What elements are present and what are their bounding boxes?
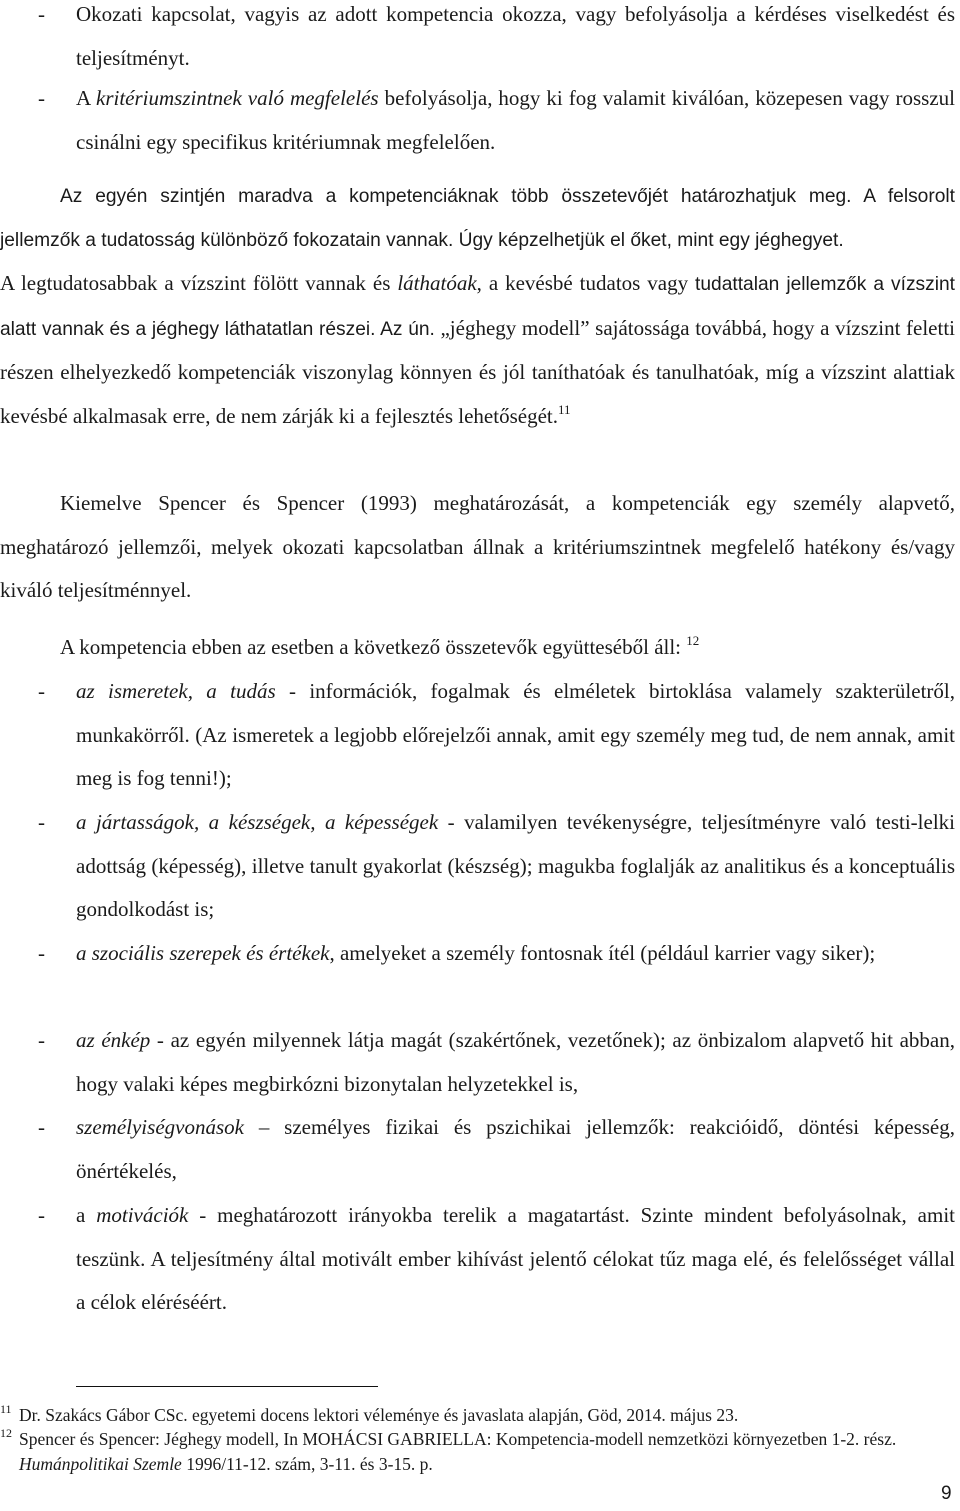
footnote-text: Dr. Szakács Gábor CSc. egyetemi docens lektori véleménye és javaslata alapján, Göd, 2014. május 23. [19, 1405, 739, 1425]
paragraph-components-intro [0, 626, 955, 670]
list-item-skills [0, 801, 955, 932]
list-item-self-image [0, 1019, 955, 1106]
list-dash: - [38, 941, 45, 965]
list-item-social-roles [0, 932, 955, 976]
list-dash: - [38, 679, 45, 703]
list-item-knowledge [0, 670, 955, 801]
footnote-12 [0, 1427, 955, 1476]
list-item [0, 0, 955, 80]
footnote-number: 11 [0, 1402, 12, 1416]
list-dash: - [38, 86, 45, 110]
list-dash: - [38, 1028, 45, 1052]
paragraph-iceberg-text: A legtudatosabbak a vízszint fölött vannak és láthatóak, a kevésbé tudatos vagy tudattalan jellemzők a vízszint alatt vannak és a jéghegy láthatatlan részei. Az ún. „jéghegy modell” sajátossága továbbá, hogy a vízszint feletti részen elhelyezkedő kompetenciák viszonylag könnyen és jól taníthatóak és tanulhatóak, míg a vízszint alattiak kevésbé alkalmasak erre, de nem zárják ki a fejlesztés lehetőségét. [0, 271, 955, 429]
footnote-ref-12: 12 [686, 633, 700, 648]
list-item-text: a jártasságok, a készségek, a képességek - valamilyen tevékenységre, teljesítményre való testi-lelki adottság (képesség), illetve tanult gyakorlat (készség); magukba foglalják az analitikus és a konceptuális gondolkodást is; [76, 810, 955, 922]
footnote-11 [0, 1403, 955, 1428]
list-item-text: a motivációk - meghatározott irányokba terelik a magatartást. Szinte mindent befolyásolnak, amit teszünk. A teljesítmény által motivált ember kihívást jelentő célokat tűz maga elé, és felelősséget vállal a célok eléréséért. [76, 1203, 955, 1315]
list-item [0, 77, 955, 164]
list-dash: - [38, 2, 45, 26]
page-number: 9 [941, 1483, 952, 1504]
footnote-number: 12 [0, 1426, 12, 1440]
components-intro-text: A kompetencia ebben az esetben a következő összetevők együtteséből áll: [60, 635, 682, 659]
paragraph-spencer-definition: Kiemelve Spencer és Spencer (1993) meghatározását, a kompetenciák egy személy alapvető, meghatározó jellemzői, melyek okozati kapcsolatban állnak a kritériumszintnek megfelelő hatékony és/vagy kiváló teljesítménnyel. [0, 491, 955, 603]
list-item-motivation [0, 1194, 955, 1325]
footnote-text: Spencer és Spencer: Jéghegy modell, In MOHÁCSI GABRIELLA: Kompetencia-modell nemzetközi környezetben 1-2. rész. Humánpolitikai Szemle 1996/11-12. szám, 3-11. és 3-15. p. [19, 1429, 897, 1474]
list-dash: - [38, 810, 45, 834]
list-item-personality [0, 1106, 955, 1193]
list-item-text: személyiségvonások – személyes fizikai és pszichikai jellemzők: reakcióidő, döntési képesség, önértékelés, [76, 1115, 955, 1183]
list-item-text: Okozati kapcsolat, vagyis az adott kompetencia okozza, vagy befolyásolja a kérdéses viselkedést és teljesítményt. [76, 2, 955, 70]
paragraph-iceberg-intro: Az egyén szintjén maradva a kompetenciáknak több összetevőjét határozhatjuk meg. A felsorolt jellemzők a tudatosság különböző fokozatain vannak. Úgy képzelhetjük el őket, mint egy jéghegyet. [0, 186, 955, 251]
list-item-text: az énkép - az egyén milyennek látja magát (szakértőnek, vezetőnek); az önbizalom alapvető hit abban, hogy valaki képes megbirkózni bizonytalan helyzetekkel is, [76, 1028, 955, 1096]
list-item-text: a szociális szerepek és értékek, amelyeket a személy fontosnak ítél (például karrier vagy siker); [76, 941, 876, 965]
list-item-text: az ismeretek, a tudás - információk, fogalmak és elméletek birtoklása valamely szakterületről, munkakörről. (Az ismeretek a legjobb előrejelzői annak, amit egy személy meg tud, de nem annak, amit meg is fog tenni!); [76, 679, 955, 791]
list-item-text: A kritériumszintnek való megfelelés befolyásolja, hogy ki fog valamit kiválóan, közepesen vagy rosszul csinálni egy specifikus kritériumnak megfelelően. [76, 86, 955, 154]
paragraph-iceberg-body [0, 262, 955, 439]
footnote-ref-11: 11 [557, 402, 571, 418]
footnote-separator [76, 1386, 378, 1387]
list-dash: - [38, 1203, 45, 1227]
list-dash: - [38, 1115, 45, 1139]
